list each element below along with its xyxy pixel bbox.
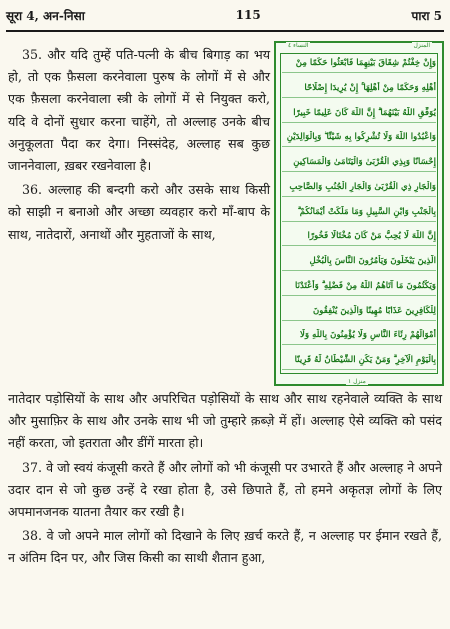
arabic-line: بِالْجَنْبِ وَابْنِ السَّبِيلِ وَمَا مَلَكَتْ أَيْمَانُكُمْ ۗ xyxy=(282,206,436,222)
box-label-right: المنزل xyxy=(413,42,430,49)
arabic-line: لِلْكَافِرِينَ عَذَابًا مُهِينًا وَالَّذِينَ يُنْفِقُونَ xyxy=(282,305,436,321)
arabic-line: إِحْسَانًا وَبِذِي الْقُرْبَىٰ وَالْيَتَامَىٰ وَالْمَسَاكِينِ xyxy=(282,156,436,172)
arabic-lines xyxy=(282,57,436,370)
arabic-text-box xyxy=(274,41,444,386)
box-label-bottom: منزل ١ xyxy=(348,378,366,385)
arabic-line: وَاعْبُدُوا اللَّهَ وَلَا تُشْرِكُوا بِهِ شَيْئًا ۖ وَبِالْوَالِدَيْنِ xyxy=(282,131,436,147)
header-divider xyxy=(6,30,444,32)
arabic-line: أَمْوَالَهُمْ رِئَاءَ النَّاسِ وَلَا يُؤْمِنُونَ بِاللَّهِ وَلَا xyxy=(282,329,436,345)
verse-37: 37. वे जो स्वयं कंजूसी करते हैं और लोगों को भी कंजूसी पर उभारते हैं और अल्लाह ने अपने उदार दान से जो कुछ उन्हें दे रखा होता है, उसे छिपाते हैं, तो हमने अकृतज्ञ लोगों के लिए अपमानजनक यातना तैयार कर रखी है। xyxy=(8,459,442,520)
translation-column xyxy=(8,44,270,248)
verse-38: 38. वे जो अपने माल लोगों को दिखाने के लिए ख़र्च करते हैं, न अल्लाह पर ईमान रखते हैं, न अंतिम दिन पर, और जिस किसी का साथी शैतान हुआ, xyxy=(8,528,442,566)
arabic-line: وَالْجَارِ ذِي الْقُرْبَىٰ وَالْجَارِ الْجُنُبِ وَالصَّاحِبِ xyxy=(282,181,436,197)
arabic-line: يُوَفِّقِ اللَّهُ بَيْنَهُمَا ۗ إِنَّ اللَّهَ كَانَ عَلِيمًا خَبِيرًا xyxy=(282,107,436,123)
para-label: पारा 5 xyxy=(411,8,442,23)
translation-continued xyxy=(8,388,442,572)
arabic-line: الَّذِينَ يَبْخَلُونَ وَيَأْمُرُونَ النَّاسَ بِالْبُخْلِ xyxy=(282,255,436,271)
arabic-line: إِنَّ اللَّهَ لَا يُحِبُّ مَنْ كَانَ مُخْتَالًا فَخُورًا xyxy=(282,230,436,246)
arabic-line: أَهْلِهِ وَحَكَمًا مِنْ أَهْلِهَا ۚ إِنْ يُرِيدَا إِصْلَاحًا xyxy=(282,82,436,98)
page-header xyxy=(0,0,450,30)
arabic-line: وَإِنْ خِفْتُمْ شِقَاقَ بَيْنِهِمَا فَابْعَثُوا حَكَمًا مِنْ xyxy=(282,57,436,73)
verse-36-continued: नातेदार पड़ोसियों के साथ और अपरिचित पड़ोसियों के साथ और साथ रहनेवाले व्यक्ति के साथ और मुसाफ़िर के साथ और उनके साथ भी जो तुम्हारे क़ब्ज़े में हों। अल्लाह ऐसे व्यक्ति को पसंद नहीं करता, जो इतराता और डींगें मारता हो। xyxy=(8,391,442,451)
page-number: 115 xyxy=(235,8,261,22)
verse-36: 36. अल्लाह की बन्दगी करो और उसके साथ किसी को साझी न बनाओ और अच्छा व्यवहार करो माँ-बाप के साथ, नातेदारों, अनाथों और मुहताजों के साथ, xyxy=(8,182,270,242)
surah-title: सूरा 4, अन-निसा xyxy=(6,8,85,23)
verse-35: 35. और यदि तुम्हें पति-पत्नी के बीच बिगाड़ का भय हो, तो एक फ़ैसला करनेवाला पुरुष के लोगों में से और एक फ़ैसला करनेवाला स्त्री के लोगों में से नियुक्त करो, यदि वे दोनों सुधार करना चाहेंगे, तो अल्लाह उनके बीच अनुकूलता पैदा कर देगा। निस्संदेह, अल्लाह सब कुछ जाननेवाला, ख़बर रखनेवाला है। xyxy=(8,47,270,174)
box-label-left: النساء ٤ xyxy=(288,42,309,49)
arabic-line: بِالْيَوْمِ الْآخِرِ ۗ وَمَنْ يَكُنِ الشَّيْطَانُ لَهُ قَرِينًا xyxy=(282,354,436,370)
arabic-line: وَيَكْتُمُونَ مَا آتَاهُمُ اللَّهُ مِنْ فَضْلِهِ ۗ وَأَعْتَدْنَا xyxy=(282,280,436,296)
